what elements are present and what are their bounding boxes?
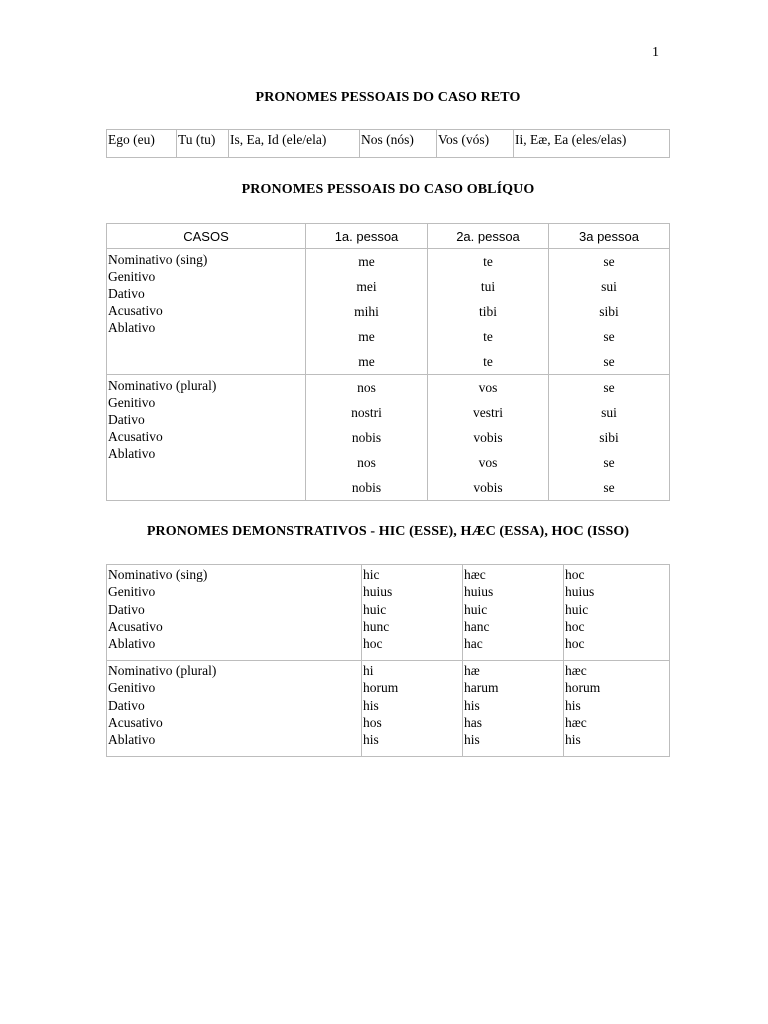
- pronoun-form: hic: [363, 567, 380, 582]
- pronoun-form: harum: [464, 680, 499, 696]
- pronoun-form: huic: [464, 601, 488, 617]
- pronoun-form: te: [483, 254, 493, 269]
- personal-pronouns-table: [106, 129, 670, 158]
- table-row: [107, 661, 670, 757]
- column-header: 2a. pessoa: [428, 224, 549, 249]
- table-cell: Is, Ea, Id (ele/ela): [229, 130, 360, 158]
- pronoun-form: vos: [478, 455, 498, 470]
- case-label: Dativo: [108, 601, 145, 617]
- pronoun-form: vobis: [473, 480, 503, 495]
- table-row: [107, 375, 670, 501]
- pronoun-form: tibi: [478, 304, 497, 319]
- pronoun-form: mihi: [354, 304, 379, 319]
- case-list-cell: [107, 565, 362, 661]
- column-header: 3a pessoa: [549, 224, 670, 249]
- case-label: Ablativo: [108, 446, 156, 461]
- case-label: Nominativo (sing): [108, 252, 208, 267]
- table-row: [107, 565, 670, 661]
- oblique-pronouns-table: [106, 223, 670, 501]
- pronoun-form: se: [603, 380, 615, 395]
- pronoun-form: vos: [478, 380, 498, 395]
- case-label: Dativo: [108, 697, 145, 713]
- pronoun-form: horum: [565, 680, 601, 696]
- pronoun-form: huius: [363, 584, 393, 600]
- case-list-cell: [107, 249, 306, 375]
- case-label: Ablativo: [108, 320, 156, 335]
- case-label: Acusativo: [108, 714, 163, 730]
- pronoun-form: his: [464, 732, 480, 748]
- pronoun-form: tui: [480, 279, 496, 294]
- pronoun-form: his: [565, 697, 581, 713]
- pronoun-form: has: [464, 714, 482, 730]
- masculine-cell: [362, 565, 463, 661]
- pronoun-form: huic: [565, 601, 589, 617]
- pronoun-form: hæc: [464, 567, 486, 582]
- pronoun-form: sibi: [599, 430, 619, 445]
- pronoun-form: se: [603, 455, 615, 470]
- section1-title: PRONOMES PESSOAIS DO CASO RETO: [255, 90, 521, 105]
- table-cell: Ego (eu): [107, 130, 177, 158]
- section2-title: PRONOMES PESSOAIS DO CASO OBLÍQUO: [241, 182, 535, 197]
- pronoun-form: sui: [601, 279, 617, 294]
- pronoun-form: his: [363, 697, 379, 713]
- second-person-cell: [428, 375, 549, 501]
- first-person-cell: [306, 375, 428, 501]
- case-label: Genitivo: [108, 584, 156, 600]
- pronoun-form: hæc: [565, 714, 587, 730]
- pronoun-form: hanc: [464, 618, 490, 634]
- pronoun-form: hos: [363, 714, 382, 730]
- pronoun-form: hi: [363, 663, 374, 678]
- pronoun-form: me: [358, 329, 375, 344]
- masculine-cell: [362, 661, 463, 757]
- pronoun-form: his: [565, 732, 581, 748]
- case-label: Genitivo: [108, 269, 156, 284]
- pronoun-form: hunc: [363, 618, 390, 634]
- pronoun-form: hæ: [464, 663, 480, 678]
- section3-title: PRONOMES DEMONSTRATIVOS - HIC (ESSE), HÆC (ESSA), HOC (ISSO): [146, 524, 630, 539]
- pronoun-form: his: [363, 732, 379, 748]
- pronoun-form: vobis: [473, 430, 503, 445]
- case-label: Nominativo (sing): [108, 567, 208, 582]
- pronoun-form: hoc: [565, 618, 585, 634]
- pronoun-form: se: [603, 254, 615, 269]
- table-header-row: [107, 224, 670, 249]
- pronoun-form: hac: [464, 636, 483, 652]
- neuter-cell: [564, 661, 670, 757]
- page-number: 1: [652, 45, 659, 60]
- pronoun-form: huic: [363, 601, 387, 617]
- case-label: Acusativo: [108, 429, 163, 444]
- case-list-cell: [107, 375, 306, 501]
- pronoun-form: nobis: [351, 480, 382, 495]
- neuter-cell: [564, 565, 670, 661]
- pronoun-form: hoc: [565, 567, 585, 582]
- case-label: Nominativo (plural): [108, 663, 217, 678]
- pronoun-form: te: [483, 329, 493, 344]
- pronoun-form: hoc: [363, 636, 383, 652]
- pronoun-form: se: [603, 329, 615, 344]
- case-label: Dativo: [108, 412, 145, 427]
- pronoun-form: hæc: [565, 663, 587, 678]
- table-row: [107, 130, 670, 158]
- pronoun-form: se: [603, 354, 615, 369]
- third-person-cell: [549, 249, 670, 375]
- table-row: [107, 249, 670, 375]
- case-label: Ablativo: [108, 732, 156, 748]
- case-label: Nominativo (plural): [108, 378, 217, 393]
- case-label: Genitivo: [108, 395, 156, 410]
- first-person-cell: [306, 249, 428, 375]
- pronoun-form: nobis: [351, 430, 382, 445]
- third-person-cell: [549, 375, 670, 501]
- table-cell: Tu (tu): [177, 130, 229, 158]
- pronoun-form: nos: [357, 455, 376, 470]
- feminine-cell: [463, 661, 564, 757]
- pronoun-form: hoc: [565, 636, 585, 652]
- pronoun-form: me: [358, 354, 375, 369]
- pronoun-form: me: [358, 254, 375, 269]
- second-person-cell: [428, 249, 549, 375]
- table-cell: Ii, Eæ, Ea (eles/elas): [514, 130, 670, 158]
- table-cell: Nos (nós): [360, 130, 437, 158]
- case-label: Dativo: [108, 286, 145, 301]
- case-label: Ablativo: [108, 636, 156, 652]
- case-list-cell: [107, 661, 362, 757]
- pronoun-form: nostri: [351, 405, 382, 420]
- column-header: 1a. pessoa: [306, 224, 428, 249]
- case-label: Genitivo: [108, 680, 156, 696]
- pronoun-form: huius: [464, 584, 494, 600]
- pronoun-form: nos: [357, 380, 376, 395]
- pronoun-form: sibi: [599, 304, 619, 319]
- pronoun-form: vestri: [473, 405, 503, 420]
- pronoun-form: sui: [601, 405, 617, 420]
- case-label: Acusativo: [108, 618, 163, 634]
- pronoun-form: horum: [363, 680, 399, 696]
- pronoun-form: te: [483, 354, 493, 369]
- pronoun-form: huius: [565, 584, 595, 600]
- pronoun-form: se: [603, 480, 615, 495]
- feminine-cell: [463, 565, 564, 661]
- case-label: Acusativo: [108, 303, 163, 318]
- demonstrative-pronouns-table: [106, 564, 670, 757]
- column-header: CASOS: [107, 224, 306, 249]
- pronoun-form: his: [464, 697, 480, 713]
- table-cell: Vos (vós): [437, 130, 514, 158]
- pronoun-form: mei: [356, 279, 377, 294]
